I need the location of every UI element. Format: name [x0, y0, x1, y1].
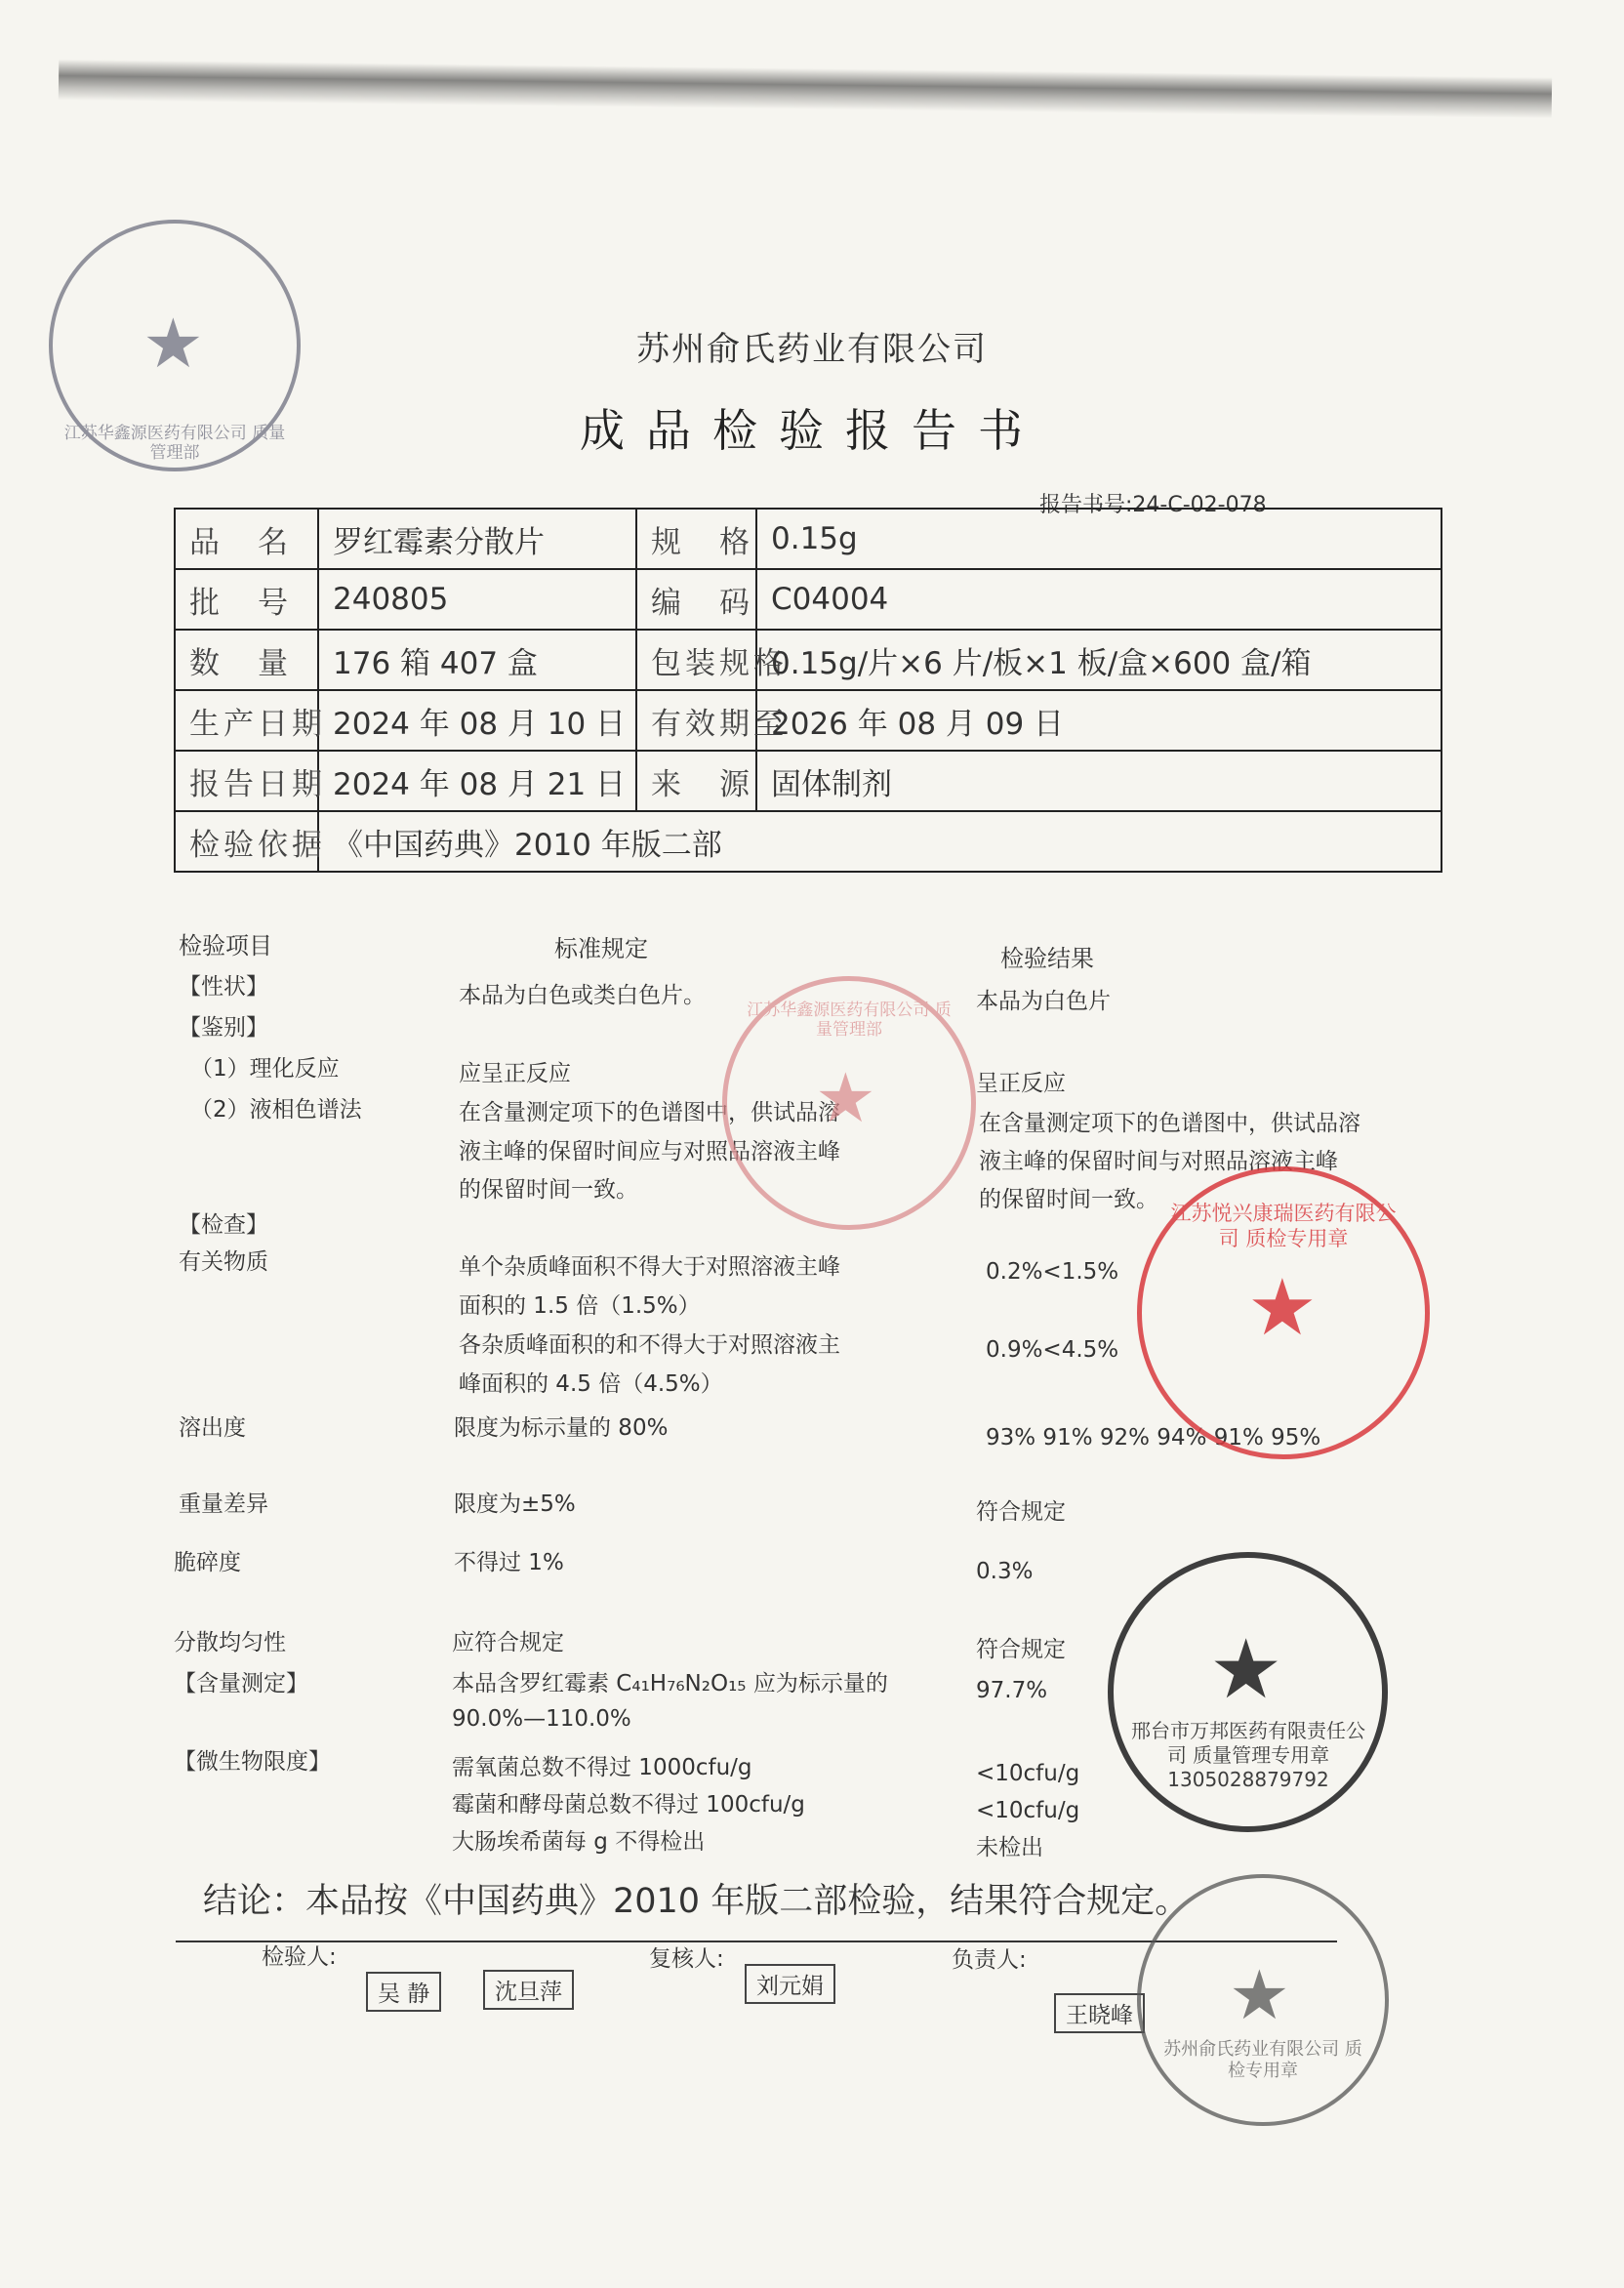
item-dissolution: 溶出度 [179, 1415, 246, 1441]
conclusion: 结论：本品按《中国药典》2010 年版二部检验，结果符合规定。 [203, 1882, 1190, 1921]
batch-value: 240805 [318, 569, 636, 630]
company-name: 苏州俞氏药业有限公司 [636, 330, 988, 369]
info-table [174, 508, 1442, 873]
item-friability: 脆碎度 [174, 1550, 241, 1575]
report-date-value: 2024 年 08 月 21 日 [318, 751, 636, 811]
stamp-yushi-grey [1137, 1874, 1389, 2126]
pack-label: 包装规格 [636, 630, 756, 690]
item-ident-2: （2）液相色谱法 [190, 1097, 362, 1123]
report-number: 报告书号:24-C-02-078 [1039, 493, 1267, 517]
std-dispersion: 应符合规定 [452, 1630, 564, 1655]
std-related-line4: 峰面积的 4.5 倍（4.5%） [459, 1371, 723, 1397]
stamp-text: 邢台市万邦医药有限责任公司 质量管理专用章 1305028879792 [1131, 1719, 1365, 1791]
exp-value: 2026 年 08 月 09 日 [756, 690, 1441, 751]
source-value: 固体制剂 [756, 751, 1441, 811]
pack-value: 0.15g/片×6 片/板×1 板/盒×600 盒/箱 [756, 630, 1441, 690]
header-result: 检验结果 [1000, 945, 1094, 972]
res-appearance: 本品为白色片 [976, 989, 1111, 1014]
std-assay-line1: 本品含罗红霉素 C₄₁H₇₆N₂O₁₅ 应为标示量的 [452, 1671, 888, 1696]
inspector-label: 检验人: [262, 1944, 337, 1970]
responsible-signature: 王晓峰 [1054, 1993, 1145, 2033]
exp-label: 有效期至 [636, 690, 756, 751]
std-related-line2: 面积的 1.5 倍（1.5%） [459, 1293, 701, 1319]
mfg-label: 生产日期 [175, 690, 318, 751]
report-date-label: 报告日期 [175, 751, 318, 811]
code-value: C04004 [756, 569, 1441, 630]
responsible-label: 负责人: [952, 1947, 1027, 1973]
spec-label: 规 格 [636, 509, 756, 569]
stamp-text: 苏州俞氏药业有限公司 质检专用章 [1163, 2039, 1362, 2081]
stamp-huaxinyuan-grey [49, 220, 301, 471]
res-ident-1: 呈正反应 [976, 1071, 1066, 1096]
inspector-signature-1: 吴 静 [366, 1972, 441, 2012]
name-label: 品 名 [175, 509, 318, 569]
std-micro-2: 霉菌和酵母菌总数不得过 100cfu/g [452, 1792, 805, 1818]
spec-value: 0.15g [756, 509, 1441, 569]
inspector-signature-2: 沈旦萍 [483, 1970, 574, 2010]
qty-value: 176 箱 407 盒 [318, 630, 636, 690]
item-micro: 【微生物限度】 [174, 1749, 331, 1775]
std-appearance: 本品为白色或类白色片。 [459, 983, 706, 1008]
basis-value: 《中国药典》2010 年版二部 [318, 811, 1441, 872]
std-micro-1: 需氧菌总数不得过 1000cfu/g [452, 1755, 752, 1780]
stamp-huaxinyuan-pink [722, 976, 976, 1230]
scan-shadow [59, 60, 1552, 119]
table-row [175, 811, 1441, 872]
header-standard: 标准规定 [554, 935, 648, 962]
table-row [175, 509, 1441, 569]
stamp-text: 江苏悦兴康瑞医药有限公司 质检专用章 [1170, 1202, 1397, 1251]
res-related-2: 0.9%<4.5% [986, 1337, 1119, 1363]
item-ident-1: （1）理化反应 [190, 1056, 340, 1082]
star-icon: ★ [1229, 1955, 1290, 2035]
batch-label: 批 号 [175, 569, 318, 630]
source-label: 来 源 [636, 751, 756, 811]
star-icon: ★ [815, 1058, 876, 1138]
std-weight: 限度为±5% [454, 1491, 576, 1517]
table-row [175, 569, 1441, 630]
res-dissolution: 93% 91% 92% 94% 91% 95% [986, 1425, 1321, 1450]
res-weight: 符合规定 [976, 1499, 1066, 1525]
code-label: 编 码 [636, 569, 756, 630]
res-micro-2: <10cfu/g [976, 1798, 1080, 1823]
star-icon: ★ [1247, 1262, 1318, 1353]
res-micro-1: <10cfu/g [976, 1761, 1080, 1786]
res-micro-3: 未检出 [976, 1835, 1043, 1860]
item-appearance: 【性状】 [179, 974, 268, 1000]
stamp-yuexing-red [1137, 1166, 1430, 1459]
header-item: 检验项目 [179, 932, 272, 960]
stamp-text: 江苏华鑫源医药有限公司 质量管理部 [747, 1001, 952, 1041]
reviewer-signature: 刘元娟 [745, 1964, 835, 2004]
page-title: 成品检验报告书 [580, 404, 1044, 457]
res-assay: 97.7% [976, 1678, 1048, 1703]
std-ident-2-line2: 液主峰的保留时间应与对照品溶液主峰 [459, 1139, 840, 1164]
std-related-line1: 单个杂质峰面积不得大于对照溶液主峰 [459, 1254, 840, 1280]
res-ident-2-line3: 的保留时间一致。 [979, 1187, 1158, 1212]
item-weight: 重量差异 [179, 1491, 268, 1517]
name-value: 罗红霉素分散片 [318, 509, 636, 569]
item-check: 【检查】 [179, 1212, 268, 1238]
std-ident-2-line3: 的保留时间一致。 [459, 1177, 638, 1203]
table-row [175, 690, 1441, 751]
std-dissolution: 限度为标示量的 80% [454, 1415, 669, 1441]
item-assay: 【含量测定】 [174, 1671, 308, 1696]
std-micro-3: 大肠埃希菌每 g 不得检出 [452, 1829, 706, 1855]
item-dispersion: 分散均匀性 [174, 1630, 286, 1655]
reviewer-label: 复核人: [649, 1946, 724, 1972]
stamp-wanbang-black [1108, 1552, 1388, 1832]
star-icon: ★ [142, 304, 204, 384]
res-ident-2-line1: 在含量测定项下的色谱图中，供试品溶 [979, 1111, 1360, 1136]
table-row [175, 751, 1441, 811]
std-related-line3: 各杂质峰面积的和不得大于对照溶液主 [459, 1332, 840, 1358]
basis-label: 检验依据 [175, 811, 318, 872]
std-ident-1: 应呈正反应 [459, 1061, 571, 1086]
res-friability: 0.3% [976, 1559, 1034, 1584]
table-row [175, 630, 1441, 690]
qty-label: 数 量 [175, 630, 318, 690]
item-identification: 【鉴别】 [179, 1015, 268, 1041]
mfg-value: 2024 年 08 月 10 日 [318, 690, 636, 751]
std-friability: 不得过 1% [454, 1550, 564, 1575]
res-ident-2-line2: 液主峰的保留时间与对照品溶液主峰 [979, 1149, 1338, 1174]
res-dispersion: 符合规定 [976, 1637, 1066, 1662]
item-related: 有关物质 [179, 1249, 268, 1275]
stamp-text: 江苏华鑫源医药有限公司 质量管理部 [63, 424, 286, 464]
star-icon: ★ [1209, 1621, 1283, 1717]
std-assay-line2: 90.0%—110.0% [452, 1706, 631, 1732]
res-related-1: 0.2%<1.5% [986, 1259, 1119, 1285]
std-ident-2-line1: 在含量测定项下的色谱图中，供试品溶 [459, 1100, 840, 1125]
